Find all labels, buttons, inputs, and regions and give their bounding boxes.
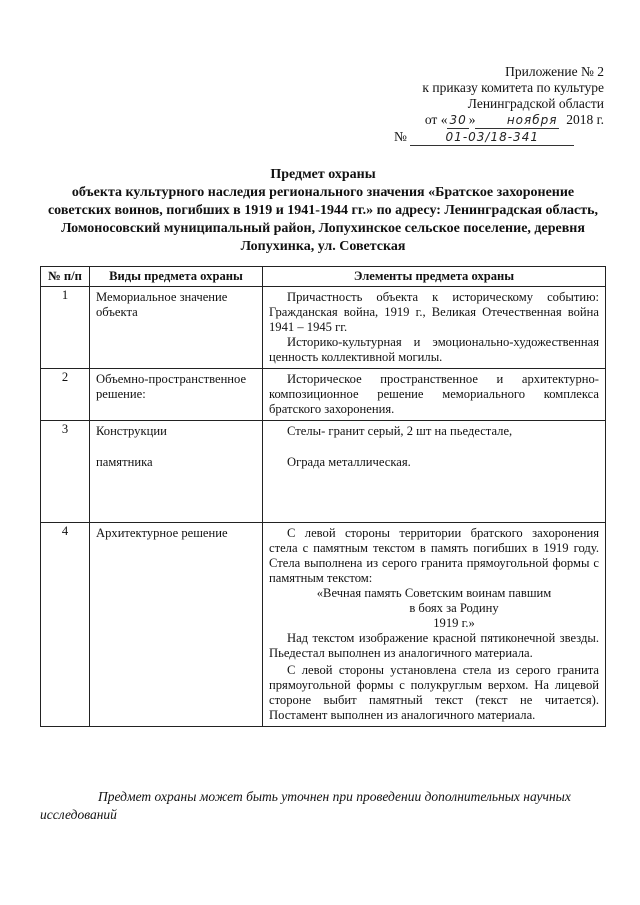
row-elements bbox=[263, 421, 606, 523]
element-text: Над текстом изображение красной пятиконечной звезды. Пьедестал выполнен из аналогичного материала. bbox=[269, 631, 599, 660]
date-month: ноября bbox=[475, 112, 559, 129]
date-mid: » bbox=[468, 112, 476, 127]
table-row bbox=[41, 523, 606, 727]
element-text: С левой стороны установлена стела из серого гранита прямоугольной формы с полукруглым верхом. На лицевой стороне выбит памятный текст (текст не читается). Постамент выполнен из аналогичного материала. bbox=[269, 663, 599, 722]
protection-table bbox=[40, 266, 606, 727]
appendix-number bbox=[364, 129, 604, 146]
row-kind bbox=[90, 421, 263, 523]
table-row bbox=[41, 287, 606, 369]
appendix-block bbox=[364, 64, 604, 146]
row-kind: Мемориальное значение объекта bbox=[90, 287, 263, 369]
row-num: 4 bbox=[41, 523, 90, 727]
row-elements bbox=[263, 523, 606, 727]
title-line-1: Предмет охраны bbox=[270, 167, 376, 182]
row-elements bbox=[263, 369, 606, 421]
header-num: № п/п bbox=[41, 267, 90, 287]
appendix-line-3: Ленинградской области bbox=[467, 96, 604, 111]
memorial-inscription-line: в боях за Родину bbox=[409, 601, 499, 615]
element-text: Стелы- гранит серый, 2 шт на пьедестале, bbox=[287, 424, 513, 438]
date-prefix: от « bbox=[424, 112, 448, 127]
date-day: 30 bbox=[449, 113, 467, 127]
element-text: Ограда металлическая. bbox=[287, 455, 411, 469]
row-kind: Архитектурное решение bbox=[90, 523, 263, 727]
table-row bbox=[41, 421, 606, 523]
element-text: Причастность объекта к историческому событию: Гражданская война, 1919 г., Великая Отечественная война 1941 – 1945 гг. bbox=[269, 290, 599, 334]
number-prefix: № bbox=[394, 129, 407, 144]
element-text: Историческое пространственное и архитектурно-композиционное решение мемориального комплекса братского захоронения. bbox=[269, 372, 599, 416]
header-elements: Элементы предмета охраны bbox=[263, 267, 606, 287]
appendix-line-1: Приложение № 2 bbox=[505, 64, 604, 79]
element-text: Историко-культурная и эмоционально-художественная ценность коллективной могилы. bbox=[269, 335, 599, 364]
number-value: 01-03/18-341 bbox=[410, 129, 574, 146]
document-title bbox=[40, 166, 606, 256]
table-header-row bbox=[41, 267, 606, 287]
appendix-line-2: к приказу комитета по культуре bbox=[422, 80, 604, 95]
row-kind: Объемно-пространственное решение: bbox=[90, 369, 263, 421]
row-kind-line-1: Конструкции bbox=[96, 424, 167, 438]
row-num: 1 bbox=[41, 287, 90, 369]
footer-note: Предмет охраны может быть уточнен при проведении дополнительных научных исследований bbox=[40, 789, 571, 822]
memorial-inscription-line: 1919 г.» bbox=[433, 616, 475, 630]
row-elements bbox=[263, 287, 606, 369]
title-line-2: объекта культурного наследия регионального значения «Братское захоронение советских воинов, погибших в 1919 и 1941-1944 гг.» по адресу: Ленинградская область, Ломоносовский муниципальный район, Лопухинское сельское поселение, деревня Лопухинка, ул. Советская bbox=[47, 185, 599, 254]
table-row bbox=[41, 369, 606, 421]
row-kind-line-2: памятника bbox=[96, 455, 153, 469]
row-num: 3 bbox=[41, 421, 90, 523]
memorial-inscription-line: «Вечная память Советским воинам павшим bbox=[316, 586, 552, 600]
header-kind: Виды предмета охраны bbox=[90, 267, 263, 287]
row-num: 2 bbox=[41, 369, 90, 421]
date-year: 2018 г. bbox=[566, 112, 604, 127]
element-text: С левой стороны территории братского захоронения стела с памятным текстом в память погибших в 1919 году. Стела выполнена из серого гранита прямоугольной формы с памятным текстом: bbox=[269, 526, 599, 585]
appendix-date bbox=[364, 112, 604, 129]
